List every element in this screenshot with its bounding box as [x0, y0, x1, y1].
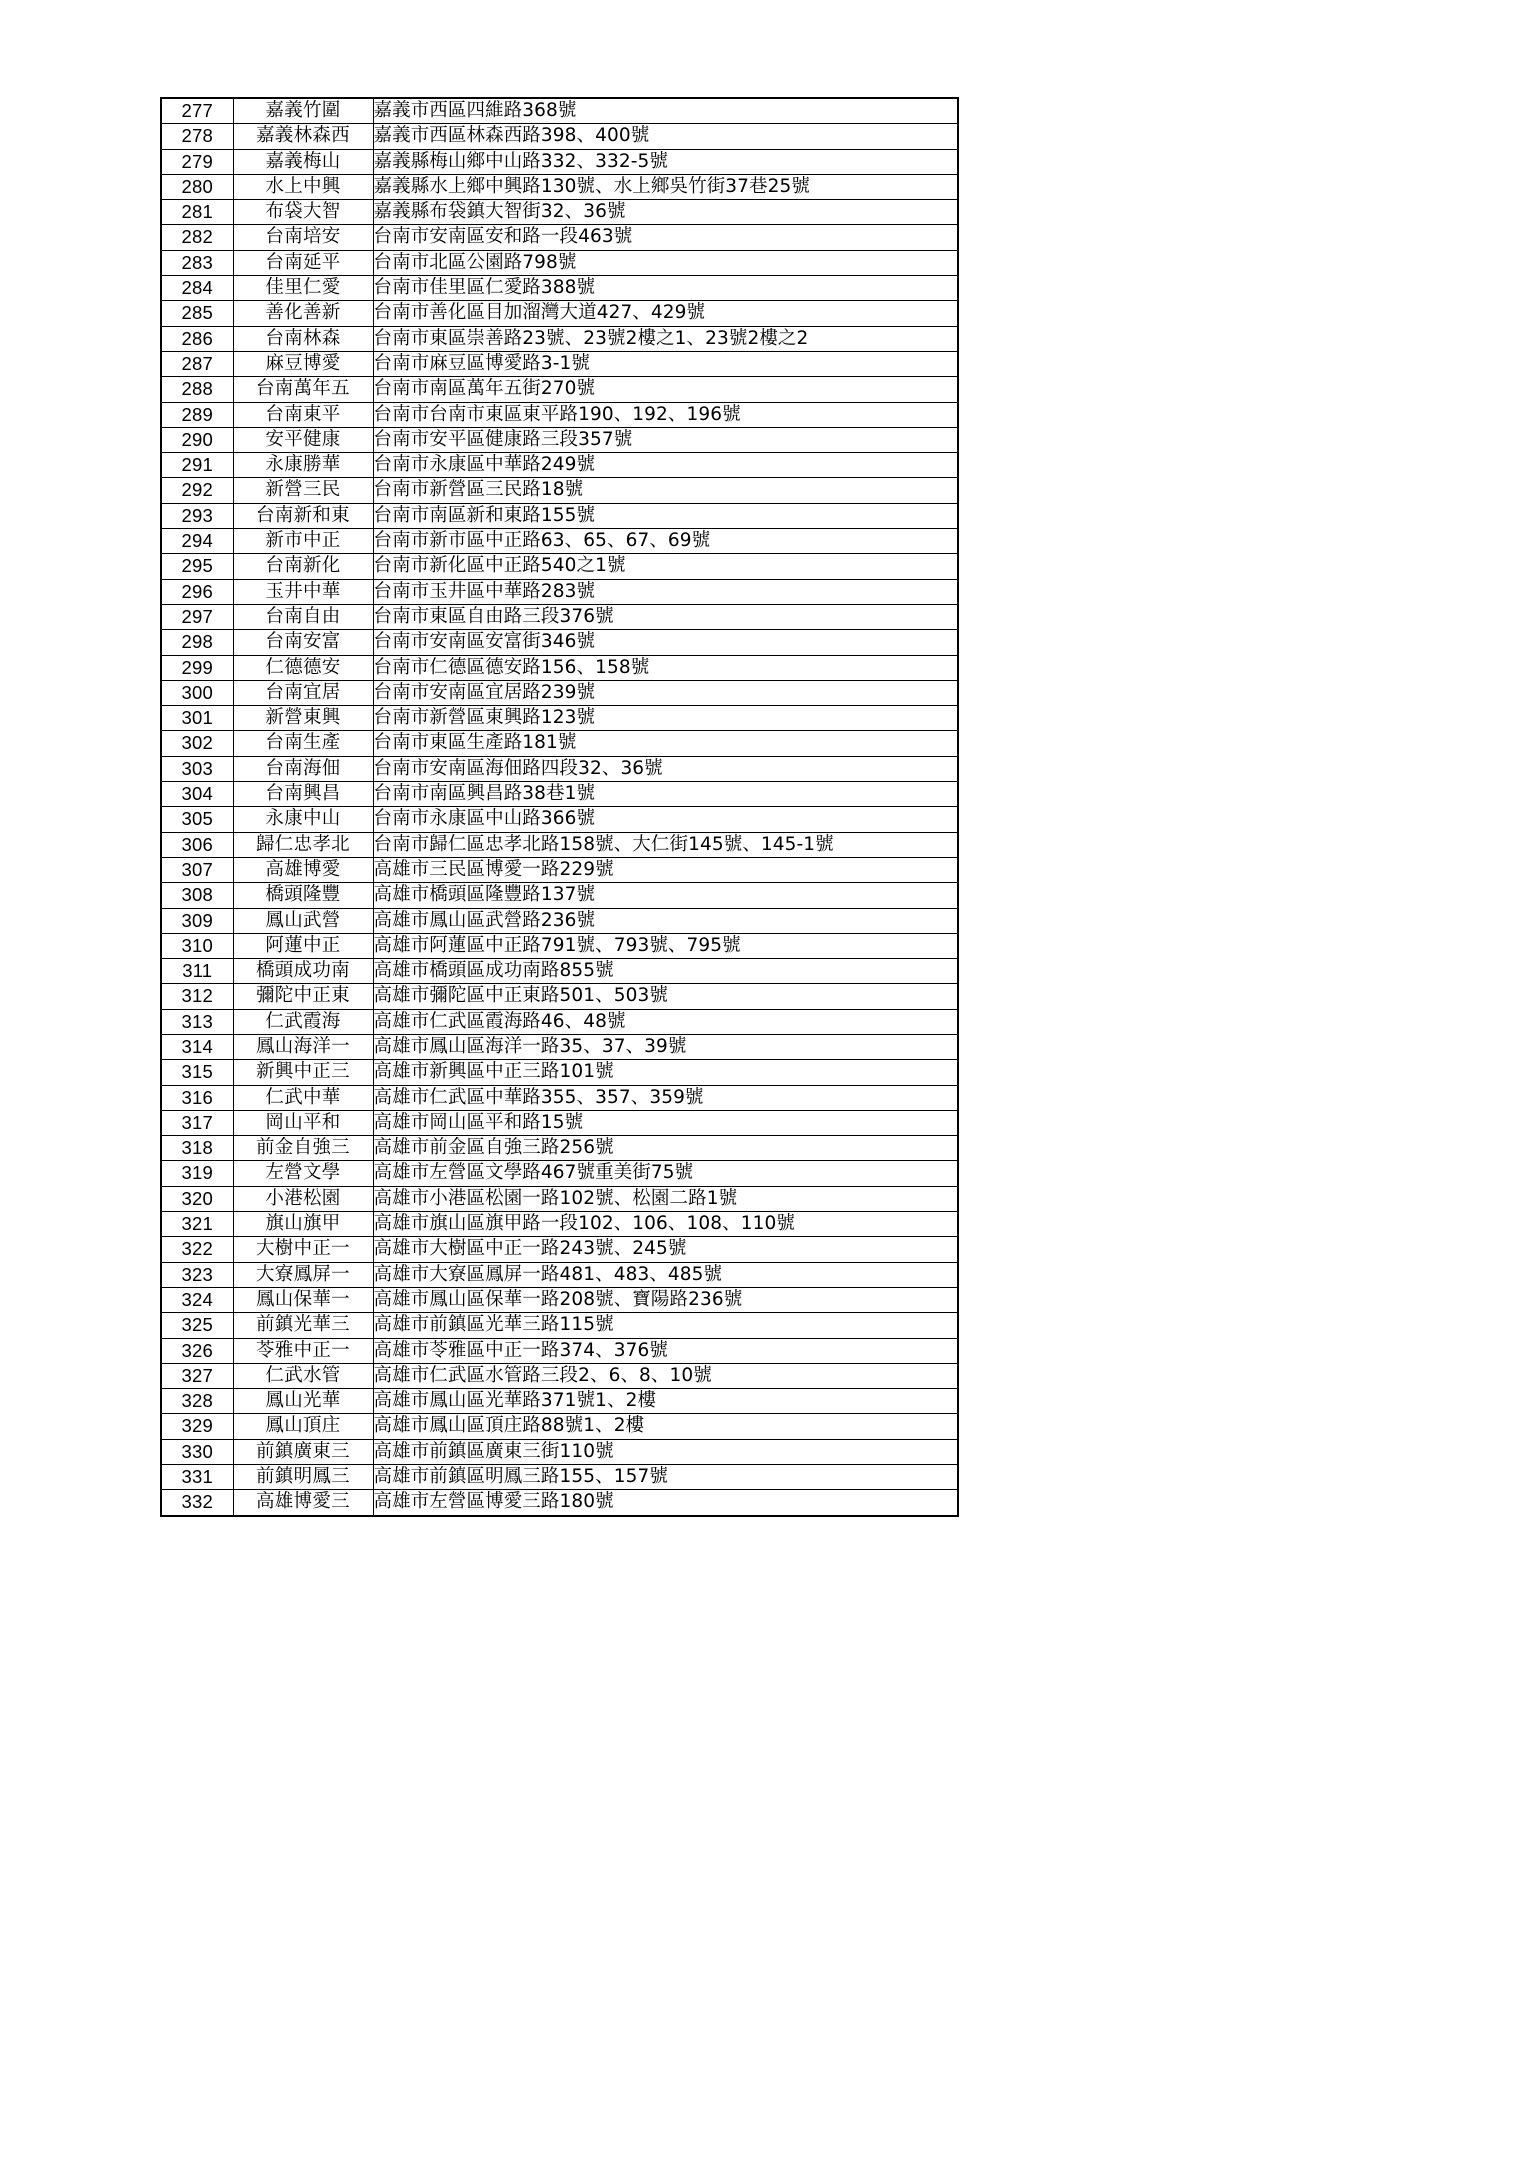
table-row: [161, 529, 958, 554]
cell-branch-name: 前鎮光華三: [233, 1313, 373, 1338]
cell-branch-name: 佳里仁愛: [233, 276, 373, 301]
table-row: [161, 1439, 958, 1464]
cell-number: 282: [161, 225, 233, 250]
cell-branch-name: 鳳山光華: [233, 1389, 373, 1414]
cell-address: 台南市北區公園路798號: [373, 250, 958, 275]
cell-address: 高雄市前鎮區明鳳三路155、157號: [373, 1465, 958, 1490]
cell-branch-name: 仁德德安: [233, 655, 373, 680]
cell-address: 台南市佳里區仁愛路388號: [373, 276, 958, 301]
cell-number: 302: [161, 731, 233, 756]
cell-branch-name: 永康勝華: [233, 453, 373, 478]
cell-number: 329: [161, 1414, 233, 1439]
cell-address: 高雄市左營區文學路467號重美街75號: [373, 1161, 958, 1186]
cell-branch-name: 台南新化: [233, 554, 373, 579]
cell-branch-name: 鳳山保華一: [233, 1287, 373, 1312]
cell-number: 315: [161, 1060, 233, 1085]
table-row: [161, 427, 958, 452]
cell-address: 高雄市鳳山區頂庄路88號1、2樓: [373, 1414, 958, 1439]
table-row: [161, 630, 958, 655]
cell-address: 高雄市左營區博愛三路180號: [373, 1490, 958, 1516]
cell-branch-name: 歸仁忠孝北: [233, 832, 373, 857]
cell-number: 318: [161, 1136, 233, 1161]
cell-branch-name: 台南新和東: [233, 503, 373, 528]
table-row: [161, 1338, 958, 1363]
table-row: [161, 959, 958, 984]
cell-address: 台南市新營區東興路123號: [373, 706, 958, 731]
cell-address: 高雄市前鎮區光華三路115號: [373, 1313, 958, 1338]
cell-address: 台南市東區生產路181號: [373, 731, 958, 756]
branch-address-table-container: [160, 97, 957, 1517]
cell-branch-name: 善化善新: [233, 301, 373, 326]
cell-branch-name: 苓雅中正一: [233, 1338, 373, 1363]
table-row: [161, 149, 958, 174]
cell-number: 287: [161, 351, 233, 376]
cell-branch-name: 台南萬年五: [233, 377, 373, 402]
cell-branch-name: 仁武水管: [233, 1363, 373, 1388]
cell-branch-name: 左營文學: [233, 1161, 373, 1186]
cell-address: 高雄市仁武區水管路三段2、6、8、10號: [373, 1363, 958, 1388]
cell-number: 285: [161, 301, 233, 326]
cell-number: 309: [161, 908, 233, 933]
cell-number: 323: [161, 1262, 233, 1287]
cell-branch-name: 彌陀中正東: [233, 984, 373, 1009]
table-row: [161, 857, 958, 882]
cell-address: 台南市東區自由路三段376號: [373, 604, 958, 629]
table-row: [161, 883, 958, 908]
cell-number: 310: [161, 933, 233, 958]
table-row: [161, 351, 958, 376]
cell-number: 313: [161, 1009, 233, 1034]
cell-address: 高雄市新興區中正三路101號: [373, 1060, 958, 1085]
table-row: [161, 655, 958, 680]
cell-branch-name: 布袋大智: [233, 200, 373, 225]
cell-number: 320: [161, 1186, 233, 1211]
cell-number: 279: [161, 149, 233, 174]
table-row: [161, 1262, 958, 1287]
cell-branch-name: 台南生產: [233, 731, 373, 756]
cell-branch-name: 橋頭隆豐: [233, 883, 373, 908]
cell-branch-name: 旗山旗甲: [233, 1212, 373, 1237]
cell-branch-name: 鳳山海洋一: [233, 1034, 373, 1059]
cell-branch-name: 嘉義林森西: [233, 124, 373, 149]
table-row: [161, 1212, 958, 1237]
cell-address: 高雄市前鎮區廣東三街110號: [373, 1439, 958, 1464]
cell-address: 台南市安南區安富街346號: [373, 630, 958, 655]
cell-address: 台南市安平區健康路三段357號: [373, 427, 958, 452]
cell-branch-name: 麻豆博愛: [233, 351, 373, 376]
cell-number: 317: [161, 1110, 233, 1135]
table-row: [161, 1110, 958, 1135]
table-row: [161, 1237, 958, 1262]
table-row: [161, 1136, 958, 1161]
cell-number: 286: [161, 326, 233, 351]
cell-branch-name: 台南自由: [233, 604, 373, 629]
table-row: [161, 731, 958, 756]
table-row: [161, 908, 958, 933]
table-row: [161, 1363, 958, 1388]
cell-address: 台南市安南區宜居路239號: [373, 680, 958, 705]
cell-address: 高雄市橋頭區成功南路855號: [373, 959, 958, 984]
cell-branch-name: 新營三民: [233, 478, 373, 503]
table-row: [161, 1490, 958, 1516]
table-row: [161, 377, 958, 402]
cell-address: 高雄市岡山區平和路15號: [373, 1110, 958, 1135]
cell-branch-name: 阿蓮中正: [233, 933, 373, 958]
cell-number: 308: [161, 883, 233, 908]
cell-address: 台南市新市區中正路63、65、67、69號: [373, 529, 958, 554]
cell-address: 台南市東區崇善路23號、23號2樓之1、23號2樓之2: [373, 326, 958, 351]
cell-address: 台南市仁德區德安路156、158號: [373, 655, 958, 680]
cell-number: 324: [161, 1287, 233, 1312]
cell-branch-name: 前金自強三: [233, 1136, 373, 1161]
cell-address: 高雄市鳳山區光華路371號1、2樓: [373, 1389, 958, 1414]
cell-address: 高雄市前金區自強三路256號: [373, 1136, 958, 1161]
table-row: [161, 1313, 958, 1338]
table-row: [161, 98, 958, 124]
cell-address: 台南市善化區目加溜灣大道427、429號: [373, 301, 958, 326]
cell-number: 288: [161, 377, 233, 402]
table-row: [161, 782, 958, 807]
cell-branch-name: 鳳山武營: [233, 908, 373, 933]
table-row: [161, 984, 958, 1009]
cell-number: 328: [161, 1389, 233, 1414]
cell-address: 台南市南區新和東路155號: [373, 503, 958, 528]
table-row: [161, 276, 958, 301]
table-row: [161, 1465, 958, 1490]
cell-number: 277: [161, 98, 233, 124]
cell-address: 嘉義縣水上鄉中興路130號、水上鄉吳竹街37巷25號: [373, 174, 958, 199]
table-row: [161, 807, 958, 832]
cell-address: 台南市安南區海佃路四段32、36號: [373, 756, 958, 781]
cell-branch-name: 小港松園: [233, 1186, 373, 1211]
cell-number: 297: [161, 604, 233, 629]
table-row: [161, 200, 958, 225]
cell-number: 280: [161, 174, 233, 199]
table-row: [161, 933, 958, 958]
table-row: [161, 225, 958, 250]
table-row: [161, 174, 958, 199]
cell-address: 台南市永康區中華路249號: [373, 453, 958, 478]
cell-branch-name: 高雄博愛: [233, 857, 373, 882]
table-row: [161, 124, 958, 149]
cell-number: 311: [161, 959, 233, 984]
cell-address: 高雄市橋頭區隆豐路137號: [373, 883, 958, 908]
table-row: [161, 1060, 958, 1085]
table-row: [161, 478, 958, 503]
cell-number: 289: [161, 402, 233, 427]
cell-address: 高雄市阿蓮區中正路791號、793號、795號: [373, 933, 958, 958]
cell-number: 331: [161, 1465, 233, 1490]
cell-number: 295: [161, 554, 233, 579]
cell-number: 278: [161, 124, 233, 149]
cell-branch-name: 台南海佃: [233, 756, 373, 781]
cell-address: 台南市麻豆區博愛路3-1號: [373, 351, 958, 376]
cell-address: 台南市安南區安和路一段463號: [373, 225, 958, 250]
cell-number: 330: [161, 1439, 233, 1464]
cell-address: 高雄市鳳山區海洋一路35、37、39號: [373, 1034, 958, 1059]
cell-number: 314: [161, 1034, 233, 1059]
table-body: [161, 98, 958, 1516]
cell-number: 327: [161, 1363, 233, 1388]
table-row: [161, 1186, 958, 1211]
cell-branch-name: 嘉義梅山: [233, 149, 373, 174]
cell-address: 台南市台南市東區東平路190、192、196號: [373, 402, 958, 427]
cell-address: 高雄市鳳山區武營路236號: [373, 908, 958, 933]
cell-number: 306: [161, 832, 233, 857]
cell-branch-name: 台南興昌: [233, 782, 373, 807]
cell-number: 298: [161, 630, 233, 655]
cell-branch-name: 大寮鳳屏一: [233, 1262, 373, 1287]
cell-number: 325: [161, 1313, 233, 1338]
cell-branch-name: 高雄博愛三: [233, 1490, 373, 1516]
cell-number: 299: [161, 655, 233, 680]
table-row: [161, 1414, 958, 1439]
cell-address: 高雄市旗山區旗甲路一段102、106、108、110號: [373, 1212, 958, 1237]
cell-number: 303: [161, 756, 233, 781]
cell-number: 326: [161, 1338, 233, 1363]
cell-branch-name: 新市中正: [233, 529, 373, 554]
cell-number: 293: [161, 503, 233, 528]
cell-branch-name: 橋頭成功南: [233, 959, 373, 984]
cell-branch-name: 鳳山頂庄: [233, 1414, 373, 1439]
cell-branch-name: 大樹中正一: [233, 1237, 373, 1262]
cell-branch-name: 前鎮廣東三: [233, 1439, 373, 1464]
cell-address: 嘉義縣布袋鎮大智街32、36號: [373, 200, 958, 225]
cell-number: 316: [161, 1085, 233, 1110]
cell-branch-name: 前鎮明鳳三: [233, 1465, 373, 1490]
cell-address: 台南市南區萬年五街270號: [373, 377, 958, 402]
cell-number: 307: [161, 857, 233, 882]
table-row: [161, 680, 958, 705]
cell-number: 301: [161, 706, 233, 731]
cell-number: 321: [161, 1212, 233, 1237]
cell-address: 嘉義市西區四維路368號: [373, 98, 958, 124]
table-row: [161, 706, 958, 731]
cell-branch-name: 玉井中華: [233, 579, 373, 604]
table-row: [161, 503, 958, 528]
table-row: [161, 1161, 958, 1186]
branch-address-table: [160, 97, 959, 1517]
cell-number: 292: [161, 478, 233, 503]
cell-branch-name: 嘉義竹圍: [233, 98, 373, 124]
table-row: [161, 1085, 958, 1110]
cell-number: 281: [161, 200, 233, 225]
table-row: [161, 453, 958, 478]
cell-branch-name: 永康中山: [233, 807, 373, 832]
table-row: [161, 1287, 958, 1312]
cell-branch-name: 台南延平: [233, 250, 373, 275]
table-row: [161, 250, 958, 275]
cell-number: 322: [161, 1237, 233, 1262]
cell-branch-name: 仁武中華: [233, 1085, 373, 1110]
cell-number: 300: [161, 680, 233, 705]
table-row: [161, 1034, 958, 1059]
table-row: [161, 756, 958, 781]
cell-address: 高雄市小港區松園一路102號、松園二路1號: [373, 1186, 958, 1211]
cell-address: 嘉義市西區林森西路398、400號: [373, 124, 958, 149]
cell-branch-name: 仁武霞海: [233, 1009, 373, 1034]
cell-number: 283: [161, 250, 233, 275]
cell-address: 高雄市三民區博愛一路229號: [373, 857, 958, 882]
cell-address: 高雄市鳳山區保華一路208號、寶陽路236號: [373, 1287, 958, 1312]
cell-number: 284: [161, 276, 233, 301]
table-row: [161, 604, 958, 629]
cell-address: 高雄市大樹區中正一路243號、245號: [373, 1237, 958, 1262]
table-row: [161, 832, 958, 857]
table-row: [161, 402, 958, 427]
cell-number: 312: [161, 984, 233, 1009]
cell-address: 台南市永康區中山路366號: [373, 807, 958, 832]
cell-number: 290: [161, 427, 233, 452]
cell-address: 高雄市彌陀區中正東路501、503號: [373, 984, 958, 1009]
cell-number: 304: [161, 782, 233, 807]
cell-branch-name: 台南培安: [233, 225, 373, 250]
cell-number: 296: [161, 579, 233, 604]
table-row: [161, 1009, 958, 1034]
table-row: [161, 301, 958, 326]
cell-branch-name: 水上中興: [233, 174, 373, 199]
table-row: [161, 326, 958, 351]
cell-number: 305: [161, 807, 233, 832]
cell-number: 291: [161, 453, 233, 478]
cell-address: 台南市新化區中正路540之1號: [373, 554, 958, 579]
cell-address: 嘉義縣梅山鄉中山路332、332-5號: [373, 149, 958, 174]
cell-address: 高雄市大寮區鳳屏一路481、483、485號: [373, 1262, 958, 1287]
cell-address: 台南市新營區三民路18號: [373, 478, 958, 503]
cell-number: 319: [161, 1161, 233, 1186]
cell-branch-name: 台南東平: [233, 402, 373, 427]
cell-branch-name: 台南林森: [233, 326, 373, 351]
cell-branch-name: 新營東興: [233, 706, 373, 731]
cell-branch-name: 岡山平和: [233, 1110, 373, 1135]
cell-address: 高雄市仁武區中華路355、357、359號: [373, 1085, 958, 1110]
table-row: [161, 554, 958, 579]
cell-branch-name: 新興中正三: [233, 1060, 373, 1085]
cell-number: 332: [161, 1490, 233, 1516]
cell-address: 台南市南區興昌路38巷1號: [373, 782, 958, 807]
cell-address: 高雄市仁武區霞海路46、48號: [373, 1009, 958, 1034]
cell-branch-name: 台南宜居: [233, 680, 373, 705]
table-row: [161, 579, 958, 604]
cell-address: 台南市歸仁區忠孝北路158號、大仁街145號、145-1號: [373, 832, 958, 857]
cell-address: 高雄市苓雅區中正一路374、376號: [373, 1338, 958, 1363]
cell-number: 294: [161, 529, 233, 554]
cell-branch-name: 安平健康: [233, 427, 373, 452]
cell-address: 台南市玉井區中華路283號: [373, 579, 958, 604]
table-row: [161, 1389, 958, 1414]
cell-branch-name: 台南安富: [233, 630, 373, 655]
